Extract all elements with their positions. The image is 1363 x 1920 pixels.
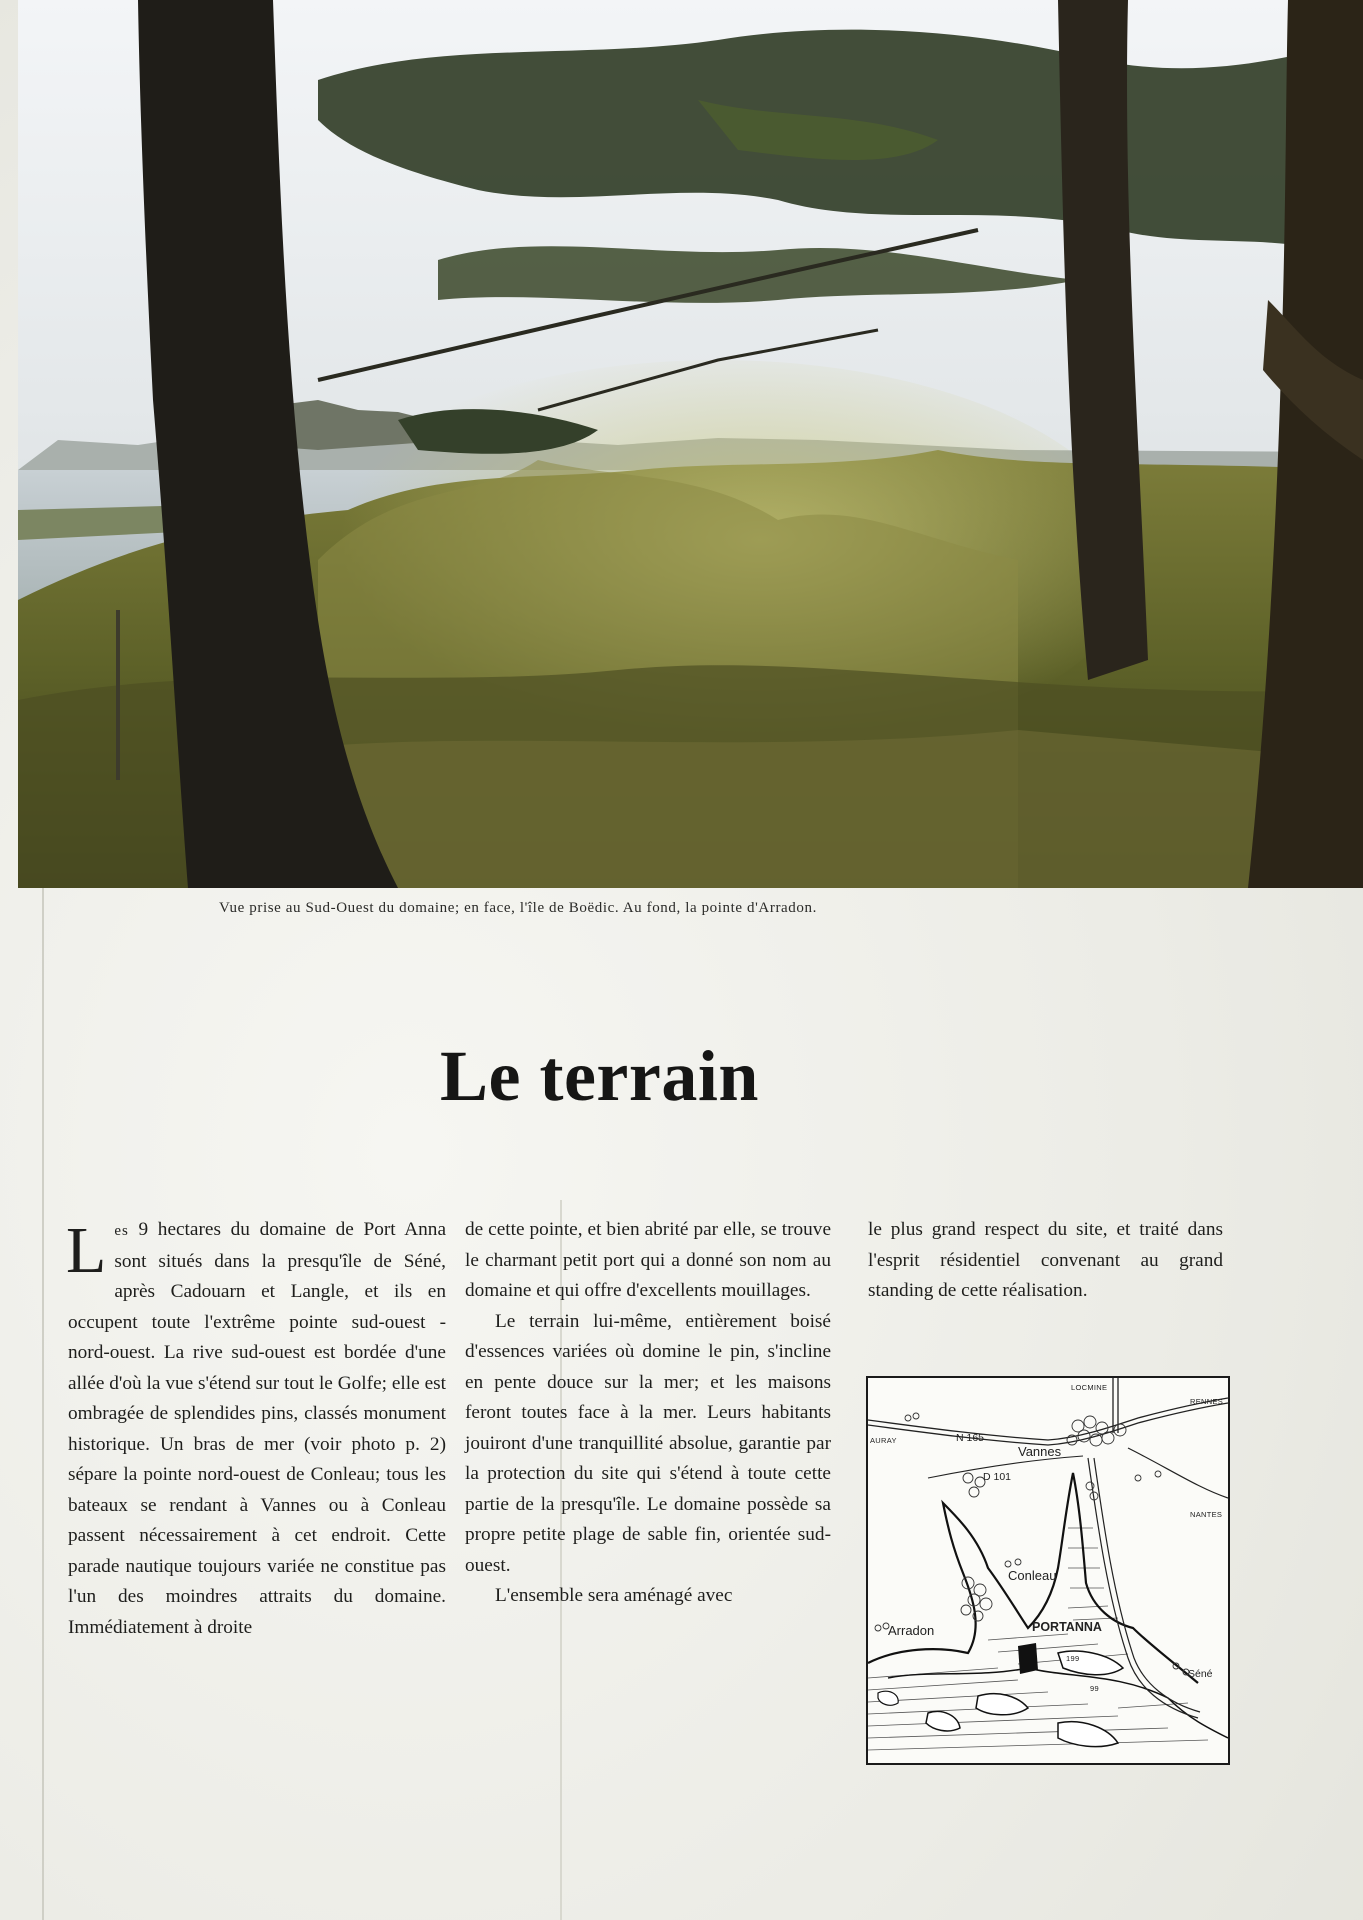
article-column-3 xyxy=(868,1215,1223,1307)
column-3-paragraph-1: le plus grand respect du site, et traité dans l'esprit résidentiel convenant au grand standing de cette réalisation. xyxy=(868,1219,1223,1301)
photo-caption: Vue prise au Sud-Ouest du domaine; en face, l'île de Boëdic. Au fond, la pointe d'Arradon. xyxy=(219,900,817,916)
map-label-locmine: LOCMINE xyxy=(1071,1383,1108,1392)
article-column-2 xyxy=(465,1215,831,1612)
map-label-auray: AURAY xyxy=(870,1436,897,1445)
article-column-1 xyxy=(68,1215,446,1643)
small-caps-lead: es xyxy=(114,1223,129,1239)
map-label-rennes: RENNES xyxy=(1190,1397,1224,1406)
column-2-paragraph-1: de cette pointe, et bien abrité par elle, se trouve le charmant petit port qui a donné son nom au domaine et qui offre d'excellents mouillages. xyxy=(465,1219,831,1301)
map-label-portanna: PORTANNA xyxy=(1032,1620,1102,1634)
map-label-road-199: 199 xyxy=(1066,1654,1080,1663)
location-map xyxy=(866,1376,1230,1765)
map-label-conleau: Conleau xyxy=(1008,1568,1057,1583)
map-label-road-99: 99 xyxy=(1090,1684,1099,1693)
column-1-text: 9 hectares du domaine de Port Anna sont situés dans la presqu'île de Séné, après Cadouarn et Langle, et ils en occupent toute l'extrême pointe sud-ouest - nord-ouest. La rive sud-ouest est bordée d'une allée d'où la vue s'étend sur tout le Golfe; elle est ombragée de splendides pins, classés monument historique. Un bras de mer (voir photo p. 2) sépare la pointe nord-ouest de Conleau; tous les bateaux se rendant à Vannes ou à Conleau passent nécessairement à cet endroit. Cette parade nautique toujours variée ne constitue pas l'un des moindres attraits du domaine. Immédiatement à droite xyxy=(68,1219,446,1638)
map-label-d101: D 101 xyxy=(983,1471,1012,1483)
landscape-photo xyxy=(18,0,1363,888)
column-2-paragraph-3: L'ensemble sera aménagé avec xyxy=(495,1585,733,1606)
map-label-arradon: Arradon xyxy=(888,1623,935,1638)
map-label-vannes: Vannes xyxy=(1018,1444,1062,1459)
map-label-nantes: NANTES xyxy=(1190,1510,1223,1519)
drop-cap: L xyxy=(66,1214,107,1287)
map-label-sene: Séné xyxy=(1188,1668,1213,1680)
article-title: Le terrain xyxy=(440,1036,759,1116)
column-2-paragraph-2: Le terrain lui-même, entièrement boisé d'essences variées où domine le pin, s'incline en pente douce sur la mer; et les maisons feront toutes face à la mer. Leurs habitants jouiront d'une tranquillité absolue, garantie par la protection du site qui s'étend à toute cette partie de la presqu'île. Le domaine possède sa propre petite plage de sable fin, orientée sud-ouest. xyxy=(465,1310,831,1576)
map-label-n165: N 165 xyxy=(956,1432,985,1444)
